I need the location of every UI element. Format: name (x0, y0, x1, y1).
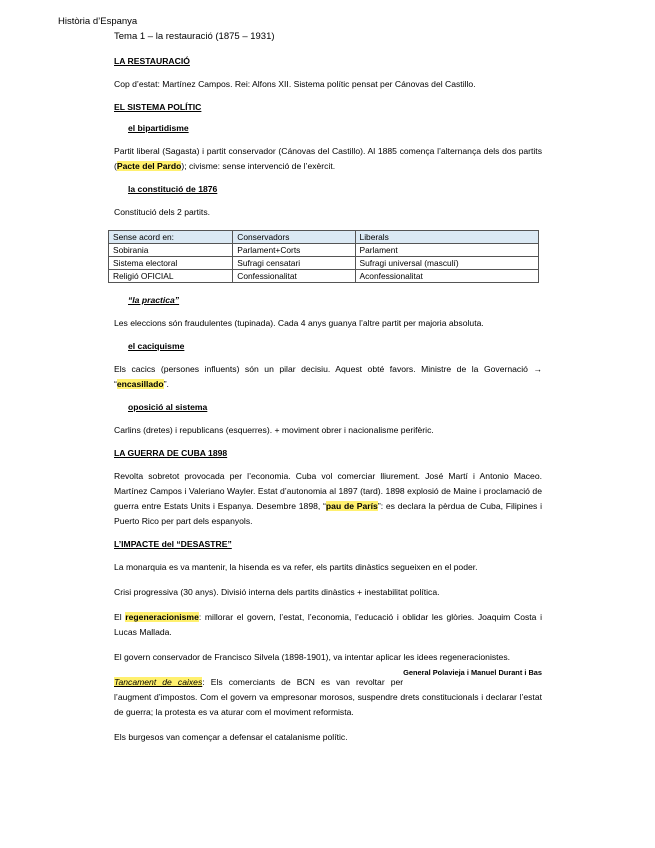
subheading-practica: “la practica” (128, 295, 180, 305)
document-body (114, 56, 542, 755)
paragraph-regeneracionisme (114, 610, 542, 640)
table-cell: Religió OFICIAL (109, 270, 233, 283)
text-span: : millorar el govern, l’estat, l’economia, l’educació i oblidar les glòries. Joaquim Costa i Lucas Mallada. (114, 612, 542, 637)
highlight-tancament-caixes: Tancament de caixes (114, 677, 203, 687)
highlight-encasillado: encasillado (116, 379, 164, 389)
paragraph-burgesos: Els burgesos van començar a defensar el catalanisme polític. (114, 732, 348, 742)
subheading-caciquisme: el caciquisme (128, 341, 185, 351)
text-span: El (114, 612, 126, 622)
table-cell: Sistema electoral (109, 257, 233, 270)
table-row (109, 257, 539, 270)
highlight-regeneracionisme: regeneracionisme (125, 612, 199, 622)
paragraph-caciquisme (114, 362, 542, 392)
table-cell: Aconfessionalitat (355, 270, 538, 283)
document-header: Història d’Espanya (58, 16, 138, 27)
paragraph-crisi: Crisi progressiva (30 anys). Divisió interna dels partits dinàstics + inestabilitat política. (114, 587, 440, 597)
section-heading-restauracio: LA RESTAURACIÓ (114, 56, 190, 66)
table-cell: Parlament (355, 244, 538, 257)
page-title: Tema 1 – la restauració (1875 – 1931) (114, 31, 275, 42)
paragraph-oposicio: Carlins (dretes) i republicans (esquerres). + moviment obrer i nacionalisme perifèric. (114, 425, 434, 435)
text-span: Revolta sobretot provocada per l’economia. Cuba vol comerciar lliurement. José Martí i Antonio Maceo. Martínez Campos i Valeriano Wayler. Estat d’autonomia al 1897 (tard). 1898 explosió de Maine i proclamació de guerra entre Estats Units i Espanya. Desembre 1898, “ (114, 471, 542, 511)
table-header-row (109, 231, 539, 244)
table-cell: Sobirania (109, 244, 233, 257)
highlight-pacte-pardo: Pacte del Pardo (116, 161, 182, 171)
text-span: : Els comerciants de BCN es van revoltar per l’augment d’impostos. Com el govern va empresonar morosos, suspendre drets constitucionals i declarar l’estat de guerra; la protesta es va aturar com el moviment reformista. (114, 677, 542, 717)
comparison-table (108, 230, 539, 283)
paragraph-silvela (114, 650, 542, 677)
table-cell: Sufragi universal (masculí) (355, 257, 538, 270)
text-span: ”: es declara la pèrdua de Cuba, Filipines i Puerto Rico per part dels espanyols. (114, 501, 542, 526)
paragraph-bipartidisme (114, 144, 542, 174)
text-span: ); civisme: sense intervenció de l’exèrcit. (181, 161, 336, 171)
subheading-bipartidisme: el bipartidisme (128, 123, 189, 133)
paragraph-guerra-cuba (114, 469, 542, 529)
text-span: ”. (163, 379, 169, 389)
paragraph-tancament-caixes (114, 675, 542, 720)
table-cell: Parlament+Corts (233, 244, 355, 257)
text-span: El govern conservador de Francisco Silvela (1898-1901), va intentar aplicar les idees regeneracionistes. (114, 652, 511, 662)
table-header-cell: Liberals (355, 231, 538, 244)
paragraph-practica: Les eleccions són fraudulentes (tupinada). Cada 4 anys guanya l’altre partit per majoria absoluta. (114, 318, 484, 328)
table-cell: Sufragi censatari (233, 257, 355, 270)
table-cell: Confessionalitat (233, 270, 355, 283)
subheading-oposicio: oposició al sistema (128, 402, 208, 412)
side-note: General Polavieja i Manuel Durant i Bas (403, 668, 542, 677)
text-span: Els cacics (persones influents) són un pilar decisiu. Aquest obté favors. Ministre de la Governació → “ (114, 364, 542, 389)
highlight-pau-paris: pau de París (325, 501, 378, 511)
paragraph-restauracio: Cop d’estat: Martínez Campos. Rei: Alfons XII. Sistema polític pensat per Cánovas del Castillo. (114, 79, 476, 89)
table-row (109, 244, 539, 257)
subheading-constitucio: la constitució de 1876 (128, 184, 218, 194)
table-header-cell: Conservadors (233, 231, 355, 244)
text-span: Partit liberal (Sagasta) i partit conservador (Cánovas del Castillo). Al 1885 comença l’alternança dels dos partits ( (114, 146, 542, 171)
section-heading-sistema-politic: EL SISTEMA POLÍTIC (114, 102, 202, 112)
section-heading-guerra-cuba: LA GUERRA DE CUBA 1898 (114, 448, 228, 458)
paragraph-constitucio: Constitució dels 2 partits. (114, 207, 211, 217)
section-heading-impacte: L’IMPACTE del “DESASTRE” (114, 539, 232, 549)
paragraph-monarquia: La monarquia es va mantenir, la hisenda es va refer, els partits dinàstics segueixen en el poder. (114, 562, 478, 572)
table-header-cell: Sense acord en: (109, 231, 233, 244)
table-row (109, 270, 539, 283)
